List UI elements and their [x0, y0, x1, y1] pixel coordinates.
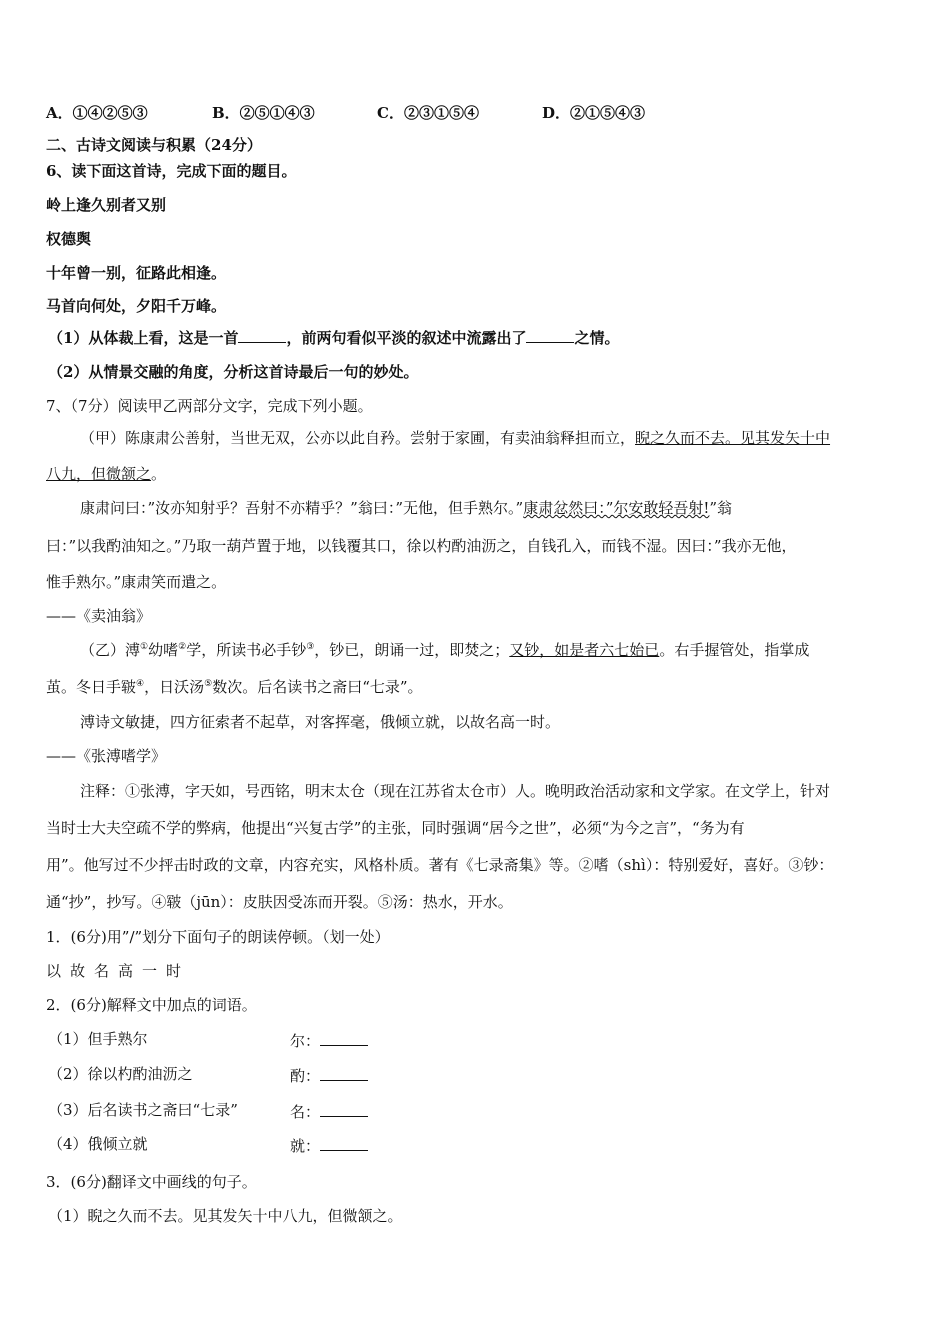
- underlined-sentence: 又钞，如是者六七始已: [509, 641, 660, 659]
- q6-sub1-text-c: 之情。: [574, 329, 620, 347]
- subq2-prompt: 2．(6分)解释文中加点的词语。: [46, 996, 257, 1014]
- jia-text: 康肃问曰：”汝亦知射乎？吾射不亦精乎？”翁曰：”无他，但手熟尔。”: [80, 499, 524, 517]
- yi-text: （乙）溥: [80, 641, 141, 659]
- yi-text: ，钞已，朗诵一过，即焚之；: [314, 641, 510, 659]
- yi-text: 。右手握管处，指掌成: [659, 641, 810, 659]
- jia-paragraph-1: [80, 428, 830, 448]
- q6-sub1: [48, 328, 619, 348]
- answer-label: 就：: [290, 1137, 321, 1155]
- subq2-item-1: （1）但手熟尔: [48, 1030, 148, 1048]
- subq2-answer-2: [290, 1066, 368, 1086]
- yi-text: ，日沃汤: [144, 678, 205, 696]
- jia-text: ”翁: [709, 499, 733, 517]
- footnote-mark: ⑤: [204, 679, 213, 689]
- poem-title: 岭上逢久别者又别: [46, 196, 167, 214]
- option-b: B．②⑤①④③: [212, 104, 315, 122]
- subq2-answer-1: [290, 1031, 368, 1051]
- answer-blank[interactable]: [320, 1031, 368, 1046]
- yi-text: 茧。冬日手皲: [46, 678, 137, 696]
- answer-blank[interactable]: [320, 1136, 368, 1151]
- option-c: C．②③①⑤④: [377, 104, 479, 122]
- poem-line-2: 马首向何处，夕阳千万峰。: [46, 297, 227, 315]
- jia-source: ——《卖油翁》: [46, 607, 152, 625]
- subq1-prompt: 1．(6分)用”/”划分下面句子的朗读停顿。（划一处）: [46, 928, 390, 946]
- option-a: A．①④②⑤③: [46, 104, 148, 122]
- answer-blank[interactable]: [238, 328, 286, 343]
- answer-blank[interactable]: [320, 1102, 368, 1117]
- subq3-prompt: 3．(6分)翻译文中画线的句子。: [46, 1173, 257, 1191]
- answer-blank[interactable]: [526, 328, 574, 343]
- answer-label: 尔：: [290, 1032, 321, 1050]
- notes-line-3: 用”。他写过不少抨击时政的文章，内容充实，风格朴质。著有《七录斋集》等。②嗜（shì）：特别爱好，喜好。③钞：: [46, 856, 834, 874]
- notes-line-4: 通“抄”，抄写。④皲（jūn）：皮肤因受冻而开裂。⑤汤：热水，开水。: [46, 893, 513, 911]
- subq1-sentence: 以故名高一时: [46, 962, 191, 980]
- answer-blank[interactable]: [320, 1066, 368, 1081]
- yi-text: 数次。后名读书之斋曰“七录”。: [212, 678, 423, 696]
- subq3-item-1: （1）睨之久而不去。见其发矢十中八九，但微颔之。: [48, 1207, 403, 1225]
- subq2-answer-4: [290, 1136, 368, 1156]
- jia-paragraph-2: [80, 498, 732, 518]
- yi-text: 幼嗜: [148, 641, 179, 659]
- yi-text: 学，所读书必手钞: [186, 641, 307, 659]
- subq2-answer-3: [290, 1102, 368, 1122]
- q6-prompt: 6、读下面这首诗，完成下面的题目。: [46, 162, 297, 180]
- underlined-sentence: 八九，但微颔之: [46, 465, 152, 483]
- jia-text: （甲）陈康肃公善射，当世无双，公亦以此自矜。尝射于家圃，有卖油翁释担而立，: [80, 429, 636, 447]
- notes-line-2: 当时士大夫空疏不学的弊病，他提出“兴复古学”的主张，同时强调“居今之世”，必须“为今之言”，“务为有: [46, 819, 745, 837]
- yi-paragraph-1: [80, 640, 809, 660]
- footnote-mark: ④: [136, 679, 145, 689]
- option-d: D．②①⑤④③: [542, 104, 646, 122]
- q6-sub2: （2）从情景交融的角度，分析这首诗最后一句的妙处。: [48, 363, 419, 381]
- footnote-mark: ③: [306, 642, 315, 652]
- jia-paragraph-2-cont: 曰：”以我酌油知之。”乃取一葫芦置于地，以钱覆其口，徐以杓酌油沥之，自钱孔入，而钱不湿。因曰：”我亦无他，: [46, 537, 797, 555]
- jia-text: 。: [151, 465, 167, 483]
- footnote-mark: ②: [178, 642, 187, 652]
- q6-sub1-text-b: ，前两句看似平淡的叙述中流露出了: [286, 329, 527, 347]
- underlined-sentence: 睨之久而不去。见其发矢十中: [635, 429, 831, 447]
- poem-line-1: 十年曾一别，征路此相逢。: [46, 264, 227, 282]
- subq2-item-3: （3）后名读书之斋曰“七录”: [48, 1101, 238, 1119]
- section-heading: 二、古诗文阅读与积累（24分）: [46, 136, 262, 154]
- answer-label: 酌：: [290, 1067, 321, 1085]
- jia-paragraph-2-end: 惟手熟尔。”康肃笑而遣之。: [46, 573, 227, 591]
- notes-line-1: 注释：①张溥，字天如，号西铭，明末太仓（现在江苏省太仓市）人。晚明政治活动家和文学家。在文学上，针对: [80, 782, 831, 800]
- q7-prompt: 7、（7分）阅读甲乙两部分文字，完成下列小题。: [46, 397, 373, 415]
- subq2-item-4: （4）俄倾立就: [48, 1135, 148, 1153]
- yi-source: ——《张溥嗜学》: [46, 747, 167, 765]
- wavy-underlined-sentence: 康肃忿然曰：”尔安敢轻吾射!: [523, 499, 710, 517]
- q6-sub1-text-a: （1）从体裁上看，这是一首: [48, 329, 239, 347]
- yi-paragraph-2: 溥诗文敏捷，四方征索者不起草，对客挥毫，俄倾立就，以故名高一时。: [80, 713, 561, 731]
- yi-paragraph-1-cont: [46, 677, 423, 697]
- footnote-mark: ①: [140, 642, 149, 652]
- answer-label: 名：: [290, 1103, 321, 1121]
- poem-author: 权德舆: [46, 230, 92, 248]
- jia-paragraph-1-cont: [46, 464, 166, 484]
- subq2-item-2: （2）徐以杓酌油沥之: [48, 1065, 193, 1083]
